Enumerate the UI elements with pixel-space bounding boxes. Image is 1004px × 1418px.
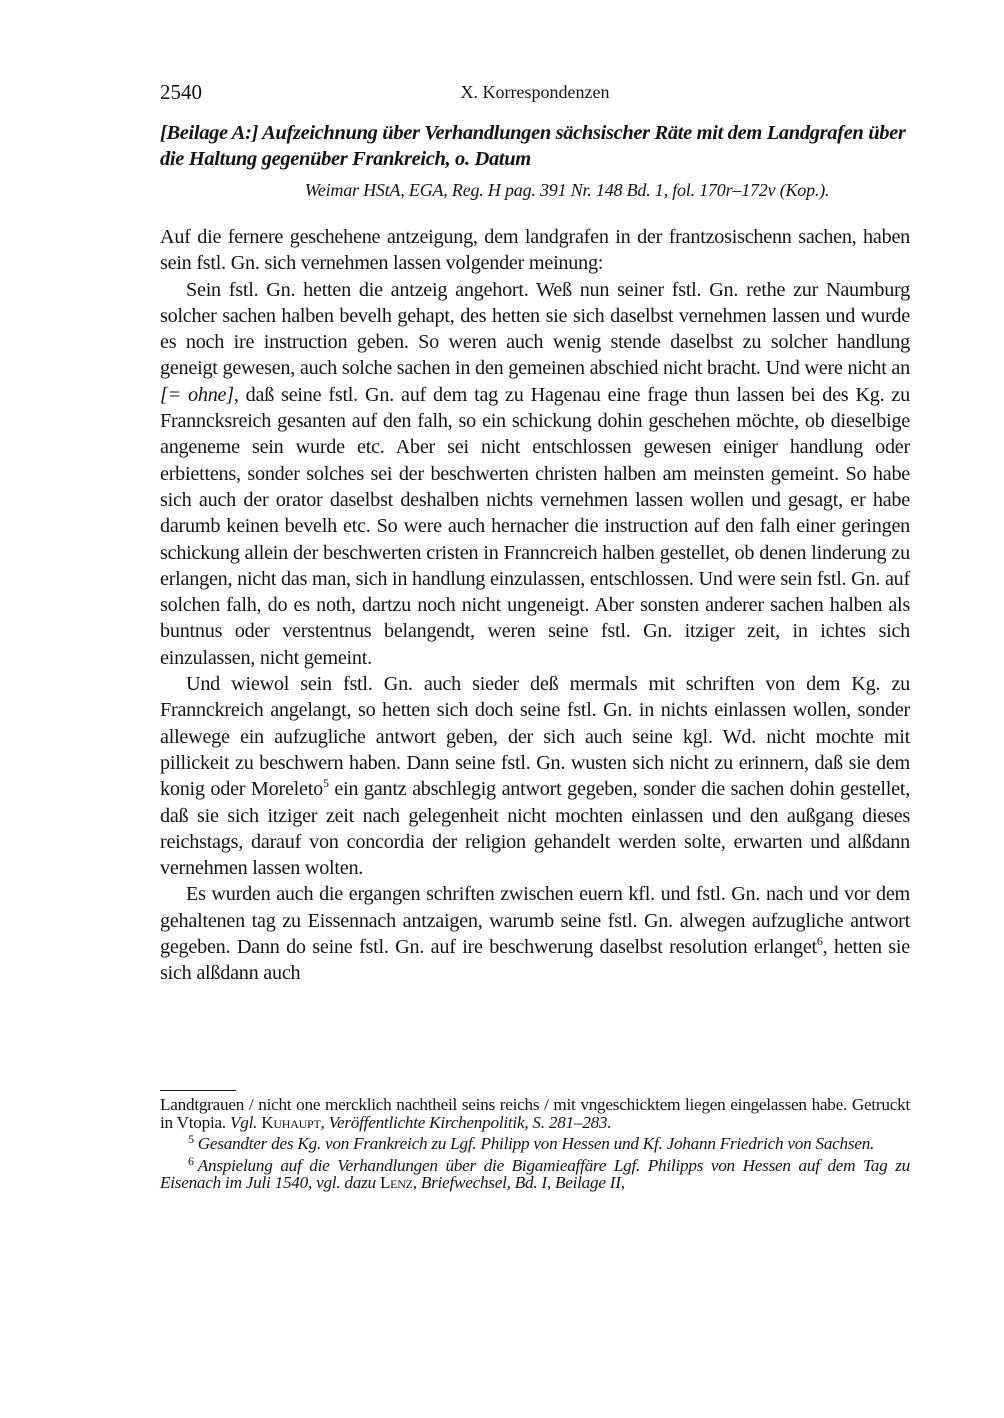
page-number: 2540 — [160, 80, 202, 104]
footnote-ref-6[interactable]: 6 — [816, 934, 823, 949]
footnote-divider — [160, 1090, 236, 1091]
footnote-cont-text: Landtgrauen / nicht one mercklich nachtheil seins reichs / mit vngeschicktem liegen eingelassen habe. Getruckt in Vtopia. — [160, 1095, 910, 1132]
document-title: [Beilage A:] Aufzeichnung über Verhandlungen sächsischer Räte mit dem Landgrafen über die Haltung gegenüber Frankreich, o. Datum — [160, 122, 906, 170]
paragraph-4-text-b: , hetten sie sich alßdann auch — [160, 936, 910, 985]
footnotes — [160, 1096, 910, 1196]
footnote-author: Kuhaupt — [261, 1112, 321, 1132]
editorial-note: [= ohne] — [160, 383, 234, 406]
footnote-6-text-b: Briefwechsel, Bd. I, Beilage II, — [420, 1173, 625, 1192]
footnote-vgl: Vgl. — [229, 1112, 258, 1132]
main-text — [160, 224, 910, 987]
footnote-6-mark: 6 — [188, 1153, 194, 1168]
section-title: X. Korrespondenzen — [460, 82, 610, 102]
paragraph-3 — [160, 671, 910, 881]
paragraph-2-text-b: , daß seine fstl. Gn. auf dem tag zu Hagenau eine frage thun lassen bei des Kg. zu Franncksreich gesanten auf den falh, so ein schickung dohin geschehen möchte, ob dieselbige angeneme sein wurde etc. Aber sei nicht entschlossen gewesen einiger handlung oder erbiettens, sonder solches sei der beschwerten christen halben am meinsten gemeint. So habe sich auch der orator daselbst deshalben nichts vernehmen lassen wollen und gesagt, er habe darumb keinen bevelh etc. So were auch hernacher die instruction auf den falh einer geringen schickung allein der beschwerten cristen in Franncreich halben gestellet, ob denen linderung zu erlangen, nicht das man, sich in handlung einzulassen, entschlossen. Und were sein fstl. Gn. auf solchen falh, do es noth, dartzu noch nicht ungeneigt. Aber sonsten anderer sachen halben als buntnus oder verstentnus belangendt, weren seine fstl. Gn. itziger zeit, in ichtes sich einzulassen, nicht gemeint. — [160, 383, 910, 669]
paragraph-4-text-a: Es wurden auch die ergangen schriften zwischen euern kfl. und fstl. Gn. nach und vor dem gehaltenen tag zu Eissennach antzaigen, warumb seine fstl. Gn. alwegen aufzugliche antwort gegeben. Dann do seine fstl. Gn. auf ire beschwerung daselbst resolution erlanget — [160, 883, 910, 959]
footnote-5 — [160, 1132, 910, 1153]
footnote-6-author: Lenz — [379, 1173, 413, 1192]
footnote-5-mark: 5 — [188, 1132, 194, 1146]
footnote-continuation: Landtgrauen / nicht one mercklich nachtheil seins reichs / mit vngeschicktem liegen eingelassen habe. Getruckt in Vtopia. Vgl. Kuhaupt, Veröffentlichte Kirchenpolitik, S. 281–283. — [160, 1095, 910, 1132]
paragraph-3-text-a: Und wiewol sein fstl. Gn. auch sieder deß mermals mit schriften von dem Kg. zu Frannckreich angelangt, so hetten sich doch seine fstl. Gn. in nichts einlassen wollen, sonder allewege ein aufzugliche antwort geben, der sich auch seine kgl. Wd. nicht mochte mit pillickeit zu beschwern haben. Dann seine fstl. Gn. wusten sich nicht zu erinnern, daß sie dem konig oder Moreleto — [160, 673, 910, 801]
footnote-5-text: Gesandter des Kg. von Frankreich zu Lgf. Philipp von Hessen und Kf. Johann Friedrich von Sachsen. — [197, 1134, 875, 1153]
archival-source: Weimar HStA, EGA, Reg. H pag. 391 Nr. 148 Bd. 1, fol. 170r–172v (Kop.). — [304, 180, 830, 200]
footnote-6: $^6$ Anspielung auf die Verhandlungen über die Bigamieaffäre Lgf. Philipps von Hessen auf dem Tag zu Eisenach im Juli 1540, vgl. dazu Lenz, Briefwechsel, Bd. I, Beilage II, — [160, 1153, 910, 1192]
paragraph-2 — [160, 277, 910, 671]
footnote-work: Veröffentlichte Kirchenpolitik, S. 281–283. — [328, 1112, 612, 1132]
paragraph-1: Auf die fernere geschehene antzeigung, dem landgrafen in der frantzosischenn sachen, haben sein fstl. Gn. sich vernehmen lassen volgender meinung: — [160, 226, 910, 275]
footnote-6-text-a: Anspielung auf die Verhandlungen über die Bigamieaffäre Lgf. Philipps von Hessen auf dem Tag zu Eisenach im Juli 1540, vgl. dazu — [160, 1155, 910, 1192]
paragraph-2-text-a: Sein fstl. Gn. hetten die antzeig angehort. Weß nun seiner fstl. Gn. rethe zur Naumburg solcher sachen halben bevelh gehapt, des hetten sie sich daselbst vernehmen lassen und wurde es noch ire instruction geben. So weren auch wenig stende daselbst zu solcher handlung geneigt gewesen, auch solche sachen in den gemeinen abschied nicht bracht. Und were nicht an — [160, 278, 910, 380]
footnote-ref-5[interactable]: 5 — [322, 776, 329, 791]
paragraph-3-text-b: ein gantz abschlegig antwort gegeben, sonder die sachen dohin gestellet, daß sie sich itziger zeit nach gelegenheit nicht mochten einlassen und den außgang dieses reichstags, darauf von concordia der religion gehandelt werden solte, erwarten und alßdann vernehmen lassen wolten. — [160, 778, 910, 880]
paragraph-4 — [160, 881, 910, 986]
running-head — [160, 80, 910, 106]
